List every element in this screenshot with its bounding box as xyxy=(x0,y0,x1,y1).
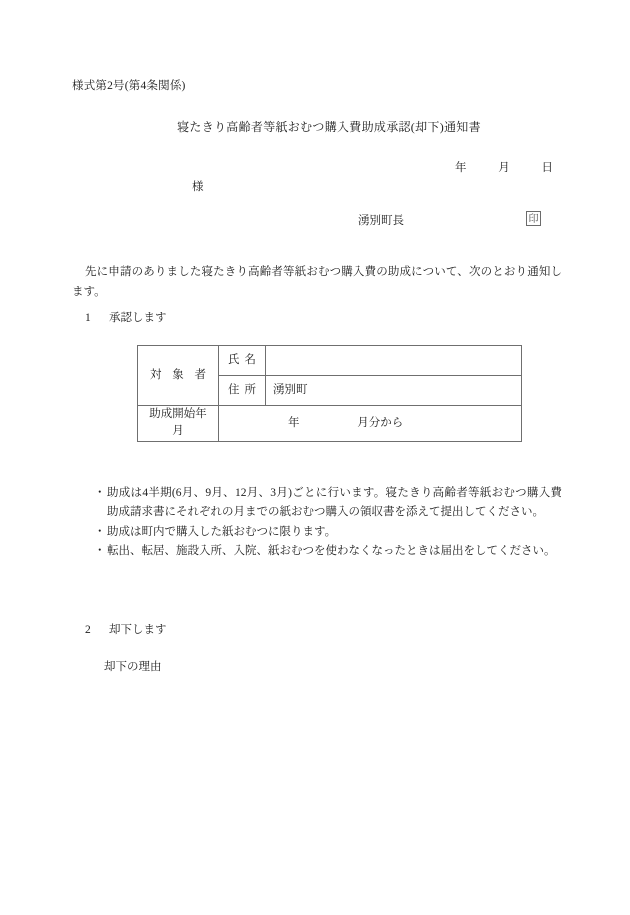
address-label xyxy=(226,382,258,399)
start-period-label-cell: 助成開始年月 xyxy=(138,406,219,442)
target-label xyxy=(145,367,211,384)
item-2-label: 却下します xyxy=(109,624,167,636)
date-line xyxy=(455,160,553,177)
address-label-char-2: 所 xyxy=(244,383,256,396)
start-period-value-cell[interactable] xyxy=(219,406,522,442)
date-month-label: 月 xyxy=(498,162,510,174)
document-title: 寝たきり高齢者等紙おむつ購入費助成承認(却下)通知書 xyxy=(177,120,481,134)
address-value-cell[interactable]: 湧別町 xyxy=(266,376,522,406)
note-item: ・ 助成は4半期(6月、9月、12月、3月)ごとに行います。寝たきり高齢者等紙おむつ購入費助成請求書にそれぞれの月までの紙おむつ購入の領収書を添えて提出してください。 xyxy=(96,484,562,523)
start-period-inner xyxy=(226,415,514,432)
seal-stamp-box: 印 xyxy=(526,211,541,226)
item-2-number: 2 xyxy=(85,624,91,636)
name-label xyxy=(226,352,258,369)
addressee-honorific: 様 xyxy=(192,181,204,193)
target-label-char-2: 象 xyxy=(172,368,184,381)
body-paragraph: 先に申請のありました寝たきり高齢者等紙おむつ購入費の助成について、次のとおり通知します。 xyxy=(72,266,562,298)
name-label-char-1: 氏 xyxy=(228,353,240,366)
table-row-name xyxy=(138,346,522,376)
note-item: ・ 助成は町内で購入した紙おむつに限ります。 xyxy=(96,523,562,542)
notes-list xyxy=(96,484,562,561)
start-period-year-label: 年 xyxy=(288,416,300,429)
target-label-cell xyxy=(138,346,219,406)
item-1-label: 承認します xyxy=(109,312,167,324)
name-label-char-2: 名 xyxy=(244,353,256,366)
item-1-number: 1 xyxy=(85,312,91,324)
issuer-name: 湧別町長 xyxy=(358,215,404,227)
form-number: 様式第2号(第4条関係) xyxy=(72,80,186,92)
note-item: ・ 転出、転居、施設入所、入院、紙おむつを使わなくなったときは届出をしてください。 xyxy=(96,542,562,561)
rejection-reason-label: 却下の理由 xyxy=(104,661,162,673)
date-year-label: 年 xyxy=(455,162,467,174)
name-value-cell[interactable] xyxy=(266,346,522,376)
address-label-cell xyxy=(219,376,266,406)
table-row-start-period xyxy=(138,406,522,442)
target-label-char-1: 対 xyxy=(150,368,162,381)
item-2-rejection xyxy=(85,622,167,639)
target-label-char-3: 者 xyxy=(194,368,206,381)
item-1-approval xyxy=(85,310,167,327)
start-period-from-label: 月分から xyxy=(357,416,404,429)
name-label-cell xyxy=(219,346,266,376)
address-label-char-1: 住 xyxy=(228,383,240,396)
issuer-line xyxy=(358,213,558,233)
target-person-table xyxy=(137,345,522,442)
date-day-label: 日 xyxy=(541,162,553,174)
